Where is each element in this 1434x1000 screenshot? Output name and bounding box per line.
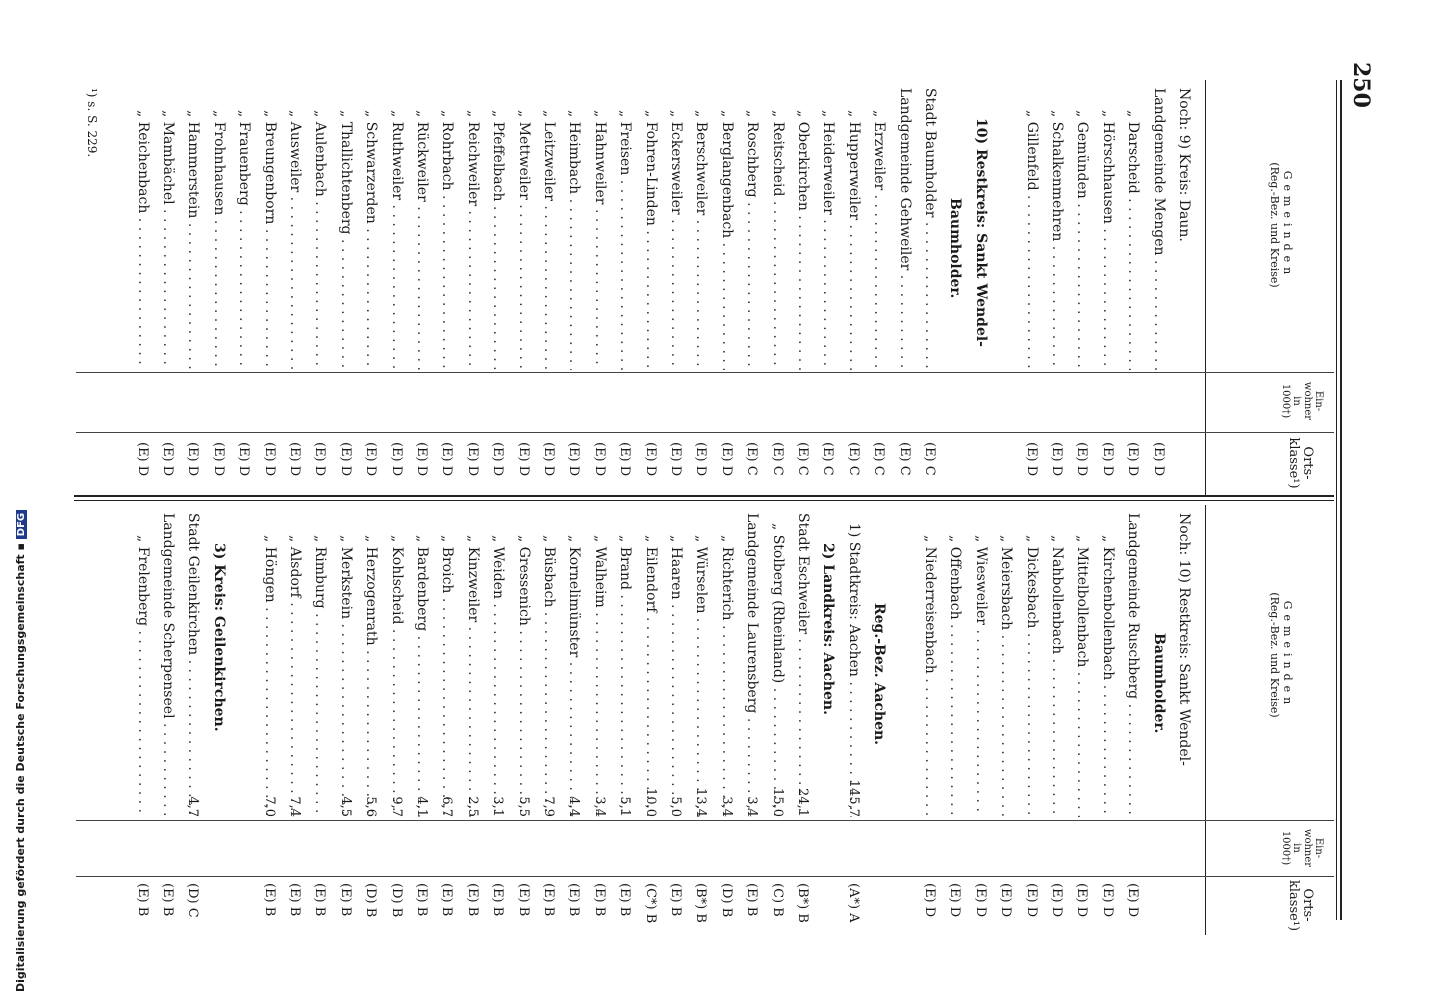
right-gemeinde-name: „ Gressenich . . . <box>511 535 536 817</box>
left-gemeinde-name: „ Heiderweiler . . . <box>815 110 840 370</box>
left-table-row <box>1095 80 1120 495</box>
right-einwohner-value: 3,4 <box>591 796 607 817</box>
page-number: 250 <box>1348 62 1374 108</box>
right-table-row <box>358 505 383 935</box>
left-ortsklasse-value: (E) D <box>439 442 455 477</box>
right-ortsklasse-value: (E) B <box>464 883 480 917</box>
left-table-row <box>561 80 586 495</box>
right-einwohner-value: 4,7 <box>185 796 201 817</box>
left-gemeinde-name: 10) Restkreis: Sankt Wendel- <box>972 118 989 347</box>
right-table-row <box>968 505 993 935</box>
right-ortsklasse-value: (E) B <box>617 883 633 917</box>
right-table-row <box>714 505 739 935</box>
right-ortsklasse-value: (E) B <box>591 883 607 917</box>
right-ortsklasse-value: (E) D <box>947 883 963 918</box>
left-table-row <box>307 80 332 495</box>
right-table-row <box>231 505 256 935</box>
left-gemeinde-name: „ Leitzweiler . . . <box>536 110 561 370</box>
left-ortsklasse-value: (E) C <box>871 442 887 476</box>
right-gemeinde-name: „ Frelenberg . . . <box>130 535 155 817</box>
right-table-row <box>206 505 231 935</box>
left-ortsklasse-value: (E) D <box>134 442 150 477</box>
left-gemeinde-name: „ Aulenbach . . . <box>307 110 332 370</box>
left-gemeinde-name: „ Heimbach . . . <box>561 110 586 370</box>
right-header-subtitle: (Reg.-Bez. und Kreise) <box>1268 592 1281 718</box>
right-table-row <box>765 505 790 935</box>
right-table-row <box>1146 505 1171 935</box>
right-ortsklasse-value: (E) B <box>541 883 556 917</box>
right-gemeinde-name: „ Kirchenbollenbach . . . <box>1095 535 1120 817</box>
left-ortsklasse-value: (E) D <box>337 442 353 477</box>
right-gemeinde-name: „ Broich . . . <box>434 535 459 817</box>
left-table-row <box>536 80 561 495</box>
left-gemeinde-name: Baumholder. <box>947 198 964 299</box>
right-table-row <box>1019 505 1044 935</box>
left-table-row <box>739 80 764 495</box>
right-header-ortsklasse: Orts- klasse¹) <box>1286 880 1315 932</box>
left-ortsklasse-value: (E) D <box>1099 442 1115 477</box>
left-table-row <box>1069 80 1094 495</box>
right-ortsklasse-value: (E) B <box>515 883 531 917</box>
right-table-row <box>942 505 967 935</box>
right-table-row <box>688 505 713 935</box>
right-table-row <box>1120 505 1145 935</box>
right-table-row <box>307 505 332 935</box>
right-table-row <box>587 505 612 935</box>
right-gemeinde-name: Noch: 10) Restkreis: Sankt Wendel- <box>1176 513 1192 766</box>
footnote: ¹) s. S. 229. <box>85 88 99 158</box>
left-table-row <box>384 80 409 495</box>
left-ortsklasse-value: (E) C <box>744 442 760 476</box>
right-gemeinde-name: „ Büsbach . . . <box>536 535 561 817</box>
left-ortsklasse-value: (E) D <box>591 442 607 477</box>
right-einwohner-value: 13,4 <box>693 788 709 817</box>
left-table-row <box>1019 80 1044 495</box>
right-table-row <box>282 505 307 935</box>
left-table-row <box>866 80 891 495</box>
right-gemeinde-name: 1) Stadtkreis: Aachen . . . <box>841 523 866 817</box>
right-gemeinde-name: „ Walheim . . . <box>587 535 612 817</box>
left-table-row <box>257 80 282 495</box>
left-header-ortsklasse: Orts- klasse¹) <box>1286 437 1315 489</box>
left-ortsklasse-value: (E) C <box>896 442 912 476</box>
left-table-row <box>460 80 485 495</box>
left-gemeinde-name: „ Oberkirchen . . . <box>790 110 815 370</box>
left-ortsklasse-value: (E) D <box>1023 442 1039 477</box>
left-gemeinde-name: „ Freisen . . . <box>612 110 637 370</box>
right-table-row <box>409 505 434 935</box>
right-einwohner-value: 7,9 <box>541 796 556 817</box>
right-gemeinde-name: „ Mittelbollenbach . . . <box>1069 535 1094 817</box>
left-table-row <box>130 80 155 495</box>
right-table-row <box>333 505 358 935</box>
right-header-einwohner: Ein- wohner in 1000†) <box>1280 828 1324 868</box>
left-gemeinde-name: „ Hahnweiler . . . <box>587 110 612 370</box>
right-gemeinde-name: „ Kornelimünster . . . <box>561 535 586 817</box>
right-gemeinde-name: „ Offenbach . . . <box>942 535 967 817</box>
left-gemeinde-name: „ Gemünden . . . <box>1069 110 1094 370</box>
right-einwohner-value: 4,4 <box>566 796 582 817</box>
left-ortsklasse-value: (E) C <box>845 442 861 476</box>
left-gemeinde-name: „ Rückweiler . . . <box>409 110 434 370</box>
left-ortsklasse-value: (E) D <box>566 442 582 477</box>
right-table-row <box>663 505 688 935</box>
dfg-logo: DFG <box>16 510 27 539</box>
right-table-row <box>180 505 205 935</box>
right-table-row <box>892 505 917 935</box>
right-table-row <box>790 505 815 935</box>
left-ortsklasse-value: (E) D <box>1125 442 1141 477</box>
right-einwohner-value: 3,1 <box>490 796 506 817</box>
right-table-row <box>561 505 586 935</box>
left-table-row <box>815 80 840 495</box>
right-ortsklasse-value: (E) B <box>566 883 582 917</box>
right-ortsklasse-value: (E) D <box>1074 883 1090 918</box>
right-table-row <box>815 505 840 935</box>
right-ortsklasse-value: (E) B <box>312 883 328 917</box>
left-ortsklasse-value: (E) D <box>1150 442 1166 477</box>
right-table-row <box>1095 505 1120 935</box>
left-gemeinde-name: „ Hupperweiler . . . <box>841 110 866 370</box>
left-gemeinde-name: „ Schalkenmehren . . . <box>1044 110 1069 370</box>
right-gemeinde-name: „ Höngen . . . <box>257 535 282 817</box>
left-gemeinde-name: „ Berschweiler . . . <box>688 110 713 370</box>
left-table-row <box>841 80 866 495</box>
right-gemeinde-name: „ Wiesweiler . . . <box>968 535 993 817</box>
left-gemeinde-name: „ Hörschhausen . . . <box>1095 110 1120 370</box>
right-table-row <box>638 505 663 935</box>
right-table-row <box>434 505 459 935</box>
left-ortsklasse-value: (E) D <box>287 442 302 477</box>
right-gemeinde-name: „ Alsdorf . . . <box>282 535 307 817</box>
left-gemeinde-name: „ Hammerstein . . . <box>180 110 205 370</box>
right-einwohner-value: 6,7 <box>439 796 455 817</box>
right-gemeinde-name: Reg.-Bez. Aachen. <box>871 603 888 746</box>
right-gemeinde-name: „ Kinzweiler . . . <box>460 535 485 817</box>
right-gemeinde-name: Stadt Geilenkirchen . . . <box>180 513 205 817</box>
left-table-row <box>511 80 536 495</box>
right-table-row <box>536 505 561 935</box>
right-einwohner-value: 15,0 <box>769 788 785 817</box>
right-ortsklasse-value: (E) D <box>1049 883 1064 918</box>
left-table-row <box>434 80 459 495</box>
left-table-row <box>638 80 663 495</box>
left-table-row <box>612 80 637 495</box>
left-gemeinde-name: „ Breungenborn . . . <box>257 110 282 370</box>
right-gemeinde-name: Baumholder. <box>1150 633 1167 734</box>
left-ortsklasse-value: (E) D <box>1049 442 1064 477</box>
right-table-row <box>511 505 536 935</box>
left-table-row <box>765 80 790 495</box>
right-ortsklasse-value: (D) B <box>363 883 379 918</box>
right-ortsklasse-value: (E) B <box>490 883 506 917</box>
right-ortsklasse-value: (A*) A <box>845 883 861 923</box>
right-gemeinde-name: „ Bardenberg . . . <box>409 535 434 817</box>
left-gemeinde-name: „ Frohnhausen . . . <box>206 110 231 370</box>
left-ortsklasse-value: (E) D <box>718 442 734 477</box>
right-table-row <box>384 505 409 935</box>
left-gemeinde-name: „ Eckersweiler . . . <box>663 110 688 370</box>
right-ortsklasse-value: (D) C <box>185 883 201 918</box>
center-rule <box>74 495 1334 497</box>
right-table-row <box>917 505 942 935</box>
right-gemeinde-name: „ Eilendorf . . . <box>638 535 663 817</box>
left-gemeinde-name: Stadt Baumholder . . . <box>917 88 942 370</box>
left-ortsklasse-value: (E) C <box>769 442 785 476</box>
left-table-row <box>231 80 256 495</box>
left-ortsklasse-value: (E) D <box>363 442 379 477</box>
right-ortsklasse-value: (C) B <box>769 883 785 917</box>
left-table-row <box>714 80 739 495</box>
center-rule-inner <box>74 500 1334 501</box>
right-einwohner-value: 3,4 <box>744 796 760 817</box>
right-einwohner-value: 7,0 <box>261 796 277 817</box>
right-einwohner-value: 7,4 <box>287 796 302 817</box>
left-table-row <box>155 80 180 495</box>
right-table-row <box>612 505 637 935</box>
left-gemeinde-name: „ Schwarzerden . . . <box>358 110 383 370</box>
left-table-row <box>409 80 434 495</box>
right-table-row <box>841 505 866 935</box>
right-ortsklasse-value: (E) D <box>1125 883 1141 918</box>
side-attribution-text: Digitalisierung gefördert durch die Deutsche Forschungsgemeinschaft ▪ <box>14 543 27 992</box>
left-gemeinde-name: „ Rohrbach . . . <box>434 110 459 370</box>
side-attribution <box>14 510 27 992</box>
right-ortsklasse-value: (E) D <box>972 883 988 918</box>
left-ortsklasse-value: (E) D <box>414 442 429 477</box>
right-table-row <box>866 505 891 935</box>
right-ortsklasse-value: (E) B <box>744 883 760 917</box>
left-gemeinde-name: „ Frauenberg . . . <box>231 110 256 370</box>
left-ortsklasse-value: (E) D <box>464 442 480 477</box>
left-ortsklasse-value: (E) D <box>210 442 226 477</box>
right-table-row <box>1069 505 1094 935</box>
right-ortsklasse-value: (B*) B <box>795 883 810 923</box>
right-einwohner-value: 5,1 <box>617 796 633 817</box>
left-gemeinde-name: Landgemeinde Mengen . . . <box>1146 88 1171 370</box>
left-ortsklasse-value: (E) C <box>820 442 836 476</box>
right-gemeinde-name: Stadt Eschweiler . . . <box>790 513 815 817</box>
right-table-row <box>485 505 510 935</box>
right-ortsklasse-value: (E) D <box>1023 883 1039 918</box>
left-table-row <box>485 80 510 495</box>
left-gemeinde-name: „ Thallichtenberg . . . <box>333 110 358 370</box>
left-ortsklasse-value: (E) D <box>312 442 328 477</box>
left-table-row <box>206 80 231 495</box>
left-table-row <box>942 80 967 495</box>
left-table-row <box>1146 80 1171 495</box>
right-gemeinde-name: Landgemeinde Ruschberg . . . <box>1120 513 1145 817</box>
right-einwohner-value: 5,5 <box>515 796 531 817</box>
right-ortsklasse-value: (E) B <box>261 883 277 917</box>
right-ortsklasse-value: (E) D <box>998 883 1014 918</box>
right-table-row <box>155 505 180 935</box>
right-ortsklasse-value: (E) D <box>922 883 937 918</box>
left-gemeinde-name: „ Mettweiler . . . <box>511 110 536 370</box>
left-table-row <box>1171 80 1196 495</box>
right-table-row <box>257 505 282 935</box>
right-table-row <box>993 505 1018 935</box>
left-table-row <box>968 80 993 495</box>
left-ortsklasse-value: (E) C <box>922 442 937 476</box>
right-header-title: Gemeinden <box>1281 600 1294 710</box>
left-table-row <box>333 80 358 495</box>
right-einwohner-value: 24,1 <box>795 788 810 817</box>
right-gemeinde-name: „ Dickesbach . . . <box>1019 535 1044 817</box>
right-einwohner-value: 9,7 <box>388 796 404 817</box>
right-gemeinde-name: „ Niederreisenbach . . . <box>917 535 942 817</box>
right-gemeinde-name: 2) Landkreis: Aachen. <box>820 543 837 715</box>
left-gemeinde-name: „ Erzweiler . . . <box>866 110 891 370</box>
left-ortsklasse-value: (E) D <box>617 442 633 477</box>
left-gemeinde-name: „ Ruthweiler . . . <box>384 110 409 370</box>
right-gemeinde-name: „ Kohlscheid . . . <box>384 535 409 817</box>
right-table-row <box>130 505 155 935</box>
left-gemeinde-name: „ Darscheid . . . <box>1120 110 1145 370</box>
right-gemeinde-name: „ Herzogenrath . . . <box>358 535 383 817</box>
right-ortsklasse-value: (D) B <box>718 883 734 918</box>
left-ortsklasse-value: (E) D <box>642 442 658 477</box>
left-gemeinde-name: Landgemeinde Gehweiler . . . <box>892 88 917 370</box>
right-gemeinde-name: „ Brand . . . <box>612 535 637 817</box>
right-ortsklasse-value: (B*) B <box>693 883 709 923</box>
right-einwohner-value: 5,0 <box>668 796 683 817</box>
right-gemeinde-name: „ Richterich . . . <box>714 535 739 817</box>
left-ortsklasse-value: (E) D <box>388 442 404 477</box>
left-gemeinde-name: „ Pfeffelbach . . . <box>485 110 510 370</box>
left-gemeinde-name: „ Reitscheid . . . <box>765 110 790 370</box>
right-ortsklasse-value: (E) B <box>439 883 455 917</box>
left-ortsklasse-value: (E) D <box>668 442 683 477</box>
right-table-row <box>460 505 485 935</box>
right-einwohner-value: 5,6 <box>363 796 379 817</box>
left-table-row <box>790 80 815 495</box>
left-header-subtitle: (Reg.-Bez. und Kreise) <box>1268 162 1281 288</box>
right-einwohner-value: 3,4 <box>718 796 734 817</box>
right-einwohner-value: 4,5 <box>337 796 353 817</box>
right-column-rows <box>0 505 1434 935</box>
left-ortsklasse-value: (E) D <box>541 442 556 477</box>
left-table-row <box>180 80 205 495</box>
left-table-row <box>358 80 383 495</box>
left-ortsklasse-value: (E) C <box>795 442 810 476</box>
left-ortsklasse-value: (E) D <box>236 442 252 477</box>
left-ortsklasse-value: (E) D <box>693 442 709 477</box>
left-table-row <box>892 80 917 495</box>
right-gemeinde-name: Landgemeinde Scherpenseel . . . <box>155 513 180 817</box>
right-einwohner-value: 145,7 <box>845 779 861 817</box>
left-gemeinde-name: Noch: 9) Kreis: Daun. <box>1176 88 1192 242</box>
right-table-row <box>1044 505 1069 935</box>
left-ortsklasse-value: (E) D <box>1074 442 1090 477</box>
right-ortsklasse-value: (E) D <box>1099 883 1115 918</box>
left-ortsklasse-value: (E) D <box>160 442 175 477</box>
left-header-einwohner: Ein- wohner in 1000†) <box>1280 381 1324 421</box>
right-ortsklasse-value: (E) B <box>414 883 429 917</box>
left-ortsklasse-value: (E) D <box>490 442 506 477</box>
left-gemeinde-name: „ Reichweiler . . . <box>460 110 485 370</box>
right-table-row <box>1171 505 1196 935</box>
right-gemeinde-name: „ Merkstein . . . <box>333 535 358 817</box>
left-ortsklasse-value: (E) D <box>515 442 531 477</box>
left-table-row <box>917 80 942 495</box>
right-einwohner-value: 2,5 <box>464 796 480 817</box>
left-gemeinde-name: „ Fohren-Linden . . . <box>638 110 663 370</box>
right-ortsklasse-value: (D) B <box>388 883 404 918</box>
left-gemeinde-name: „ Reichenbach . . . <box>130 110 155 370</box>
left-table-row <box>688 80 713 495</box>
right-gemeinde-name: 3) Kreis: Geilenkirchen. <box>210 543 227 732</box>
right-gemeinde-name: „ Nahbollenbach . . . <box>1044 535 1069 817</box>
left-table-row <box>587 80 612 495</box>
left-table-row <box>663 80 688 495</box>
right-gemeinde-name: „ Stolberg (Rheinland) . . . <box>765 523 790 817</box>
right-ortsklasse-value: (E) B <box>287 883 302 917</box>
right-ortsklasse-value: (E) B <box>134 883 150 917</box>
left-table-row <box>1120 80 1145 495</box>
right-einwohner-value: 4,1 <box>414 796 429 817</box>
left-column-rows <box>0 80 1434 495</box>
right-ortsklasse-value: (E) B <box>668 883 683 917</box>
left-gemeinde-name: „ Ausweiler . . . <box>282 110 307 370</box>
right-einwohner-value: 10,0 <box>642 788 658 817</box>
left-header-title: Gemeinden <box>1281 170 1294 280</box>
right-gemeinde-name: „ Würselen . . . <box>688 535 713 817</box>
left-gemeinde-name: „ Berglangenbach . . . <box>714 110 739 370</box>
left-gemeinde-name: „ Mambächel . . . <box>155 110 180 370</box>
right-gemeinde-name: „ Weiden . . . <box>485 535 510 817</box>
left-gemeinde-name: „ Gillenfeld . . . <box>1019 110 1044 370</box>
right-ortsklasse-value: (E) B <box>160 883 175 917</box>
left-ortsklasse-value: (E) D <box>185 442 201 477</box>
left-ortsklasse-value: (E) D <box>261 442 277 477</box>
left-table-row <box>1044 80 1069 495</box>
right-ortsklasse-value: (E) B <box>337 883 353 917</box>
left-table-row <box>993 80 1018 495</box>
right-ortsklasse-value: (C*) B <box>642 883 658 924</box>
right-gemeinde-name: „ Rimburg . . . <box>307 535 332 817</box>
left-table-row <box>282 80 307 495</box>
right-gemeinde-name: „ Meiersbach . . . <box>993 535 1018 817</box>
right-gemeinde-name: Landgemeinde Laurensberg . . . <box>739 513 764 817</box>
right-gemeinde-name: „ Haaren . . . <box>663 535 688 817</box>
right-table-row <box>739 505 764 935</box>
left-gemeinde-name: „ Roschberg . . . <box>739 110 764 370</box>
